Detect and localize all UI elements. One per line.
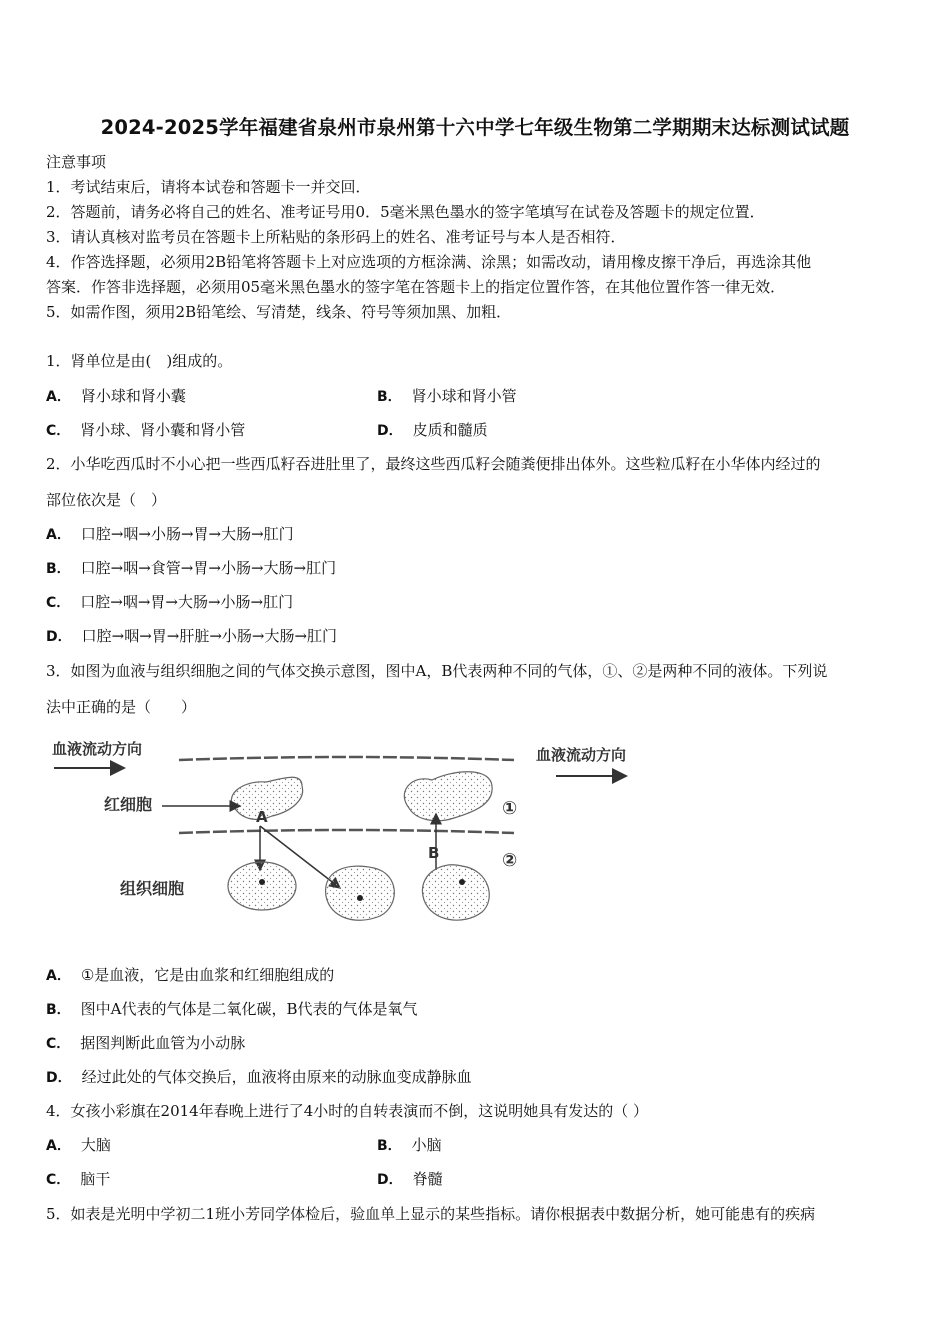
rbc-label: 红细胞 (104, 795, 153, 814)
option-text: 口腔→咽→胃→肝脏→小肠→大肠→肛门 (81, 627, 338, 645)
notice-item: 答案．作答非选择题，必须用05毫米黑色墨水的签字笔在答题卡上的指定位置作答，在其他位置作答一律无效． (46, 278, 786, 296)
q3-option-a (46, 965, 334, 986)
option-text: 小脑 (411, 1136, 442, 1154)
option-label: A． (46, 1138, 71, 1154)
option-label: B． (377, 1138, 402, 1154)
option-label: A． (46, 968, 71, 984)
notice-item: 4．作答选择题，必须用2B铅笔将答题卡上对应选项的方框涂满、涂黑；如需改动，请用橡皮擦干净后，再选涂其他 (46, 253, 812, 271)
option-text: 肾小球和肾小囊 (80, 387, 186, 405)
option-label: C． (46, 595, 71, 611)
flow-direction-label-left: 血液流动方向 (52, 740, 143, 758)
q2-stem-cont: 部位依次是（ ） (46, 491, 167, 509)
red-blood-cell (404, 772, 492, 821)
q1-option-a (46, 386, 186, 407)
option-text: 经过此处的气体交换后，血液将由原来的动脉血变成静脉血 (81, 1068, 472, 1086)
q2-option-b (46, 558, 336, 579)
gas-b-label: B (428, 844, 440, 862)
option-text: 图中A代表的气体是二氧化碳，B代表的气体是氧气 (80, 1000, 418, 1018)
option-text: 口腔→咽→胃→大肠→小肠→肛门 (80, 593, 294, 611)
option-label: C． (46, 423, 71, 439)
page-title: 2024-2025学年福建省泉州市泉州第十六中学七年级生物第二学期期末达标测试试题 (100, 116, 850, 139)
option-label: B． (377, 389, 402, 405)
option-label: B． (46, 1002, 71, 1018)
q3-option-b (46, 999, 418, 1020)
option-text: 大脑 (80, 1136, 111, 1154)
q2-stem: 2．小华吃西瓜时不小心把一些西瓜籽吞进肚里了，最终这些西瓜籽会随粪便排出体外。这些粒瓜籽在小华体内经过的 (46, 455, 821, 473)
q2-option-d (46, 626, 337, 647)
option-label: A． (46, 389, 71, 405)
q4-option-d (377, 1169, 443, 1190)
q5-stem: 5．如表是光明中学初二1班小芳同学体检后，验血单上显示的某些指标。请你根据表中数据分析，她可能患有的疾病 (46, 1205, 816, 1223)
option-label: D． (377, 423, 403, 439)
q3-stem: 3．如图为血液与组织细胞之间的气体交换示意图，图中A，B代表两种不同的气体，①、②是两种不同的液体。下列说 (46, 662, 828, 680)
option-text: 口腔→咽→食管→胃→小肠→大肠→肛门 (80, 559, 337, 577)
q4-stem: 4．女孩小彩旗在2014年春晚上进行了4小时的自转表演而不倒，这说明她具有发达的（ ） (46, 1102, 649, 1120)
gas-a-label: A (256, 808, 268, 826)
q4-option-c (46, 1169, 110, 1190)
notice-heading: 注意事项 (46, 153, 107, 171)
option-text: 口腔→咽→小肠→胃→大肠→肛门 (80, 525, 294, 543)
q3-stem-cont: 法中正确的是（ ） (46, 698, 197, 716)
notice-item: 3．请认真核对监考员在答题卡上所粘贴的条形码上的姓名、准考证号与本人是否相符． (46, 228, 626, 246)
q1-option-c (46, 420, 245, 441)
q4-option-b (377, 1135, 442, 1156)
gas-exchange-diagram (44, 730, 664, 940)
tissue-cell (228, 862, 296, 910)
option-text: 肾小球和肾小管 (411, 387, 517, 405)
tissue-cell-label: 组织细胞 (120, 879, 185, 898)
option-text: 据图判断此血管为小动脉 (80, 1034, 246, 1052)
q2-option-c (46, 592, 293, 613)
option-label: D． (46, 629, 72, 645)
q1-option-d (377, 420, 488, 441)
q3-option-d (46, 1067, 472, 1088)
q3-option-c (46, 1033, 245, 1054)
fluid-2-label: ② (502, 850, 518, 871)
notice-item: 2．答题前，请务必将自己的姓名、准考证号用0．5毫米黑色墨水的签字笔填写在试卷及答题卡的规定位置． (46, 203, 765, 221)
option-label: D． (46, 1070, 72, 1086)
vessel-wall-bottom (179, 830, 514, 833)
option-label: B． (46, 561, 71, 577)
option-label: C． (46, 1036, 71, 1052)
tissue-cell (326, 866, 395, 920)
option-text: 皮质和髓质 (412, 421, 488, 439)
q4-option-a (46, 1135, 111, 1156)
vessel-wall-top (179, 757, 514, 760)
option-label: A． (46, 527, 71, 543)
fluid-1-label: ① (502, 798, 518, 819)
q2-option-a (46, 524, 294, 545)
option-text: 肾小球、肾小囊和肾小管 (80, 421, 246, 439)
tissue-cell (422, 865, 489, 920)
option-label: D． (377, 1172, 403, 1188)
option-text: ①是血液，它是由血浆和红细胞组成的 (80, 966, 335, 984)
q1-stem: 1．肾单位是由( )组成的。 (46, 352, 233, 370)
option-text: 脊髓 (412, 1170, 443, 1188)
flow-direction-label-right: 血液流动方向 (536, 746, 627, 764)
notice-item: 5．如需作图，须用2B铅笔绘、写清楚，线条、符号等须加黑、加粗． (46, 303, 512, 321)
q1-option-b (377, 386, 517, 407)
notice-item: 1．考试结束后，请将本试卷和答题卡一并交回． (46, 178, 371, 196)
option-label: C． (46, 1172, 71, 1188)
option-text: 脑干 (80, 1170, 111, 1188)
